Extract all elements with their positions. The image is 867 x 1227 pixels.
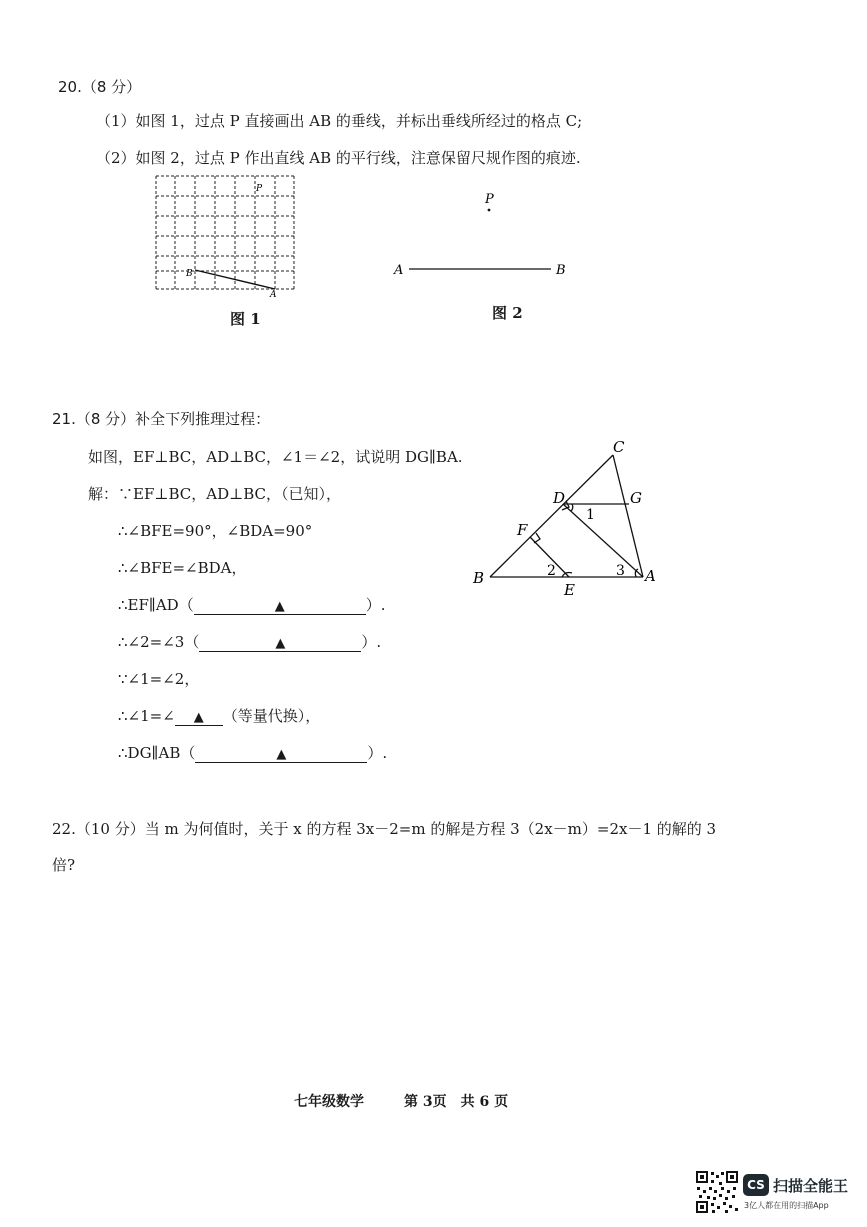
q21-step-5 [118, 631, 381, 652]
blank-4[interactable]: ▲ [195, 747, 367, 763]
fig1-caption: 图 1 [230, 310, 261, 328]
q21-step-5-text: ∴∠2=∠3（ [118, 633, 200, 651]
angle-2-label: 2 [547, 563, 556, 579]
fig2-label-p: P [485, 192, 494, 207]
q21-step-4-text: ∴EF∥AD（ [118, 596, 194, 614]
blank-3[interactable]: ▲ [175, 710, 223, 726]
q21-step-7 [118, 705, 320, 726]
angle-3-label: 3 [616, 563, 625, 579]
q20-part1: （1）如图 1，过点 P 直接画出 AB 的垂线，并标出垂线所经过的格点 C; [96, 112, 583, 130]
fig1-label-p: P [256, 184, 263, 194]
q22-line-1: 22.（10 分）当 m 为何值时，关于 x 的方程 3x－2=m 的解是方程 3（2x－m）=2x－1 的解的 3 [52, 820, 717, 838]
q21-triangle-figure [465, 435, 675, 605]
fig2-caption: 图 2 [492, 304, 523, 322]
q21-step-1: 解：∵EF⊥BC，AD⊥BC，（已知）， [88, 485, 341, 503]
scanner-brand-name: 扫描全能王 [773, 1177, 849, 1195]
label-c: C [613, 438, 625, 456]
q22-line-2: 倍? [52, 856, 76, 874]
label-b: B [473, 569, 485, 587]
q20-part2: （2）如图 2，过点 P 作出直线 AB 的平行线，注意保留尺规作图的痕迹. [96, 149, 581, 167]
q20-header: 20.（8 分） [58, 78, 142, 96]
q21-step-4 [118, 594, 385, 615]
figure-2 [385, 185, 575, 285]
q21-step-8-text: ∴DG∥AB（ [118, 744, 196, 762]
figure-1-grid [150, 170, 300, 300]
fig2-label-b: B [556, 263, 566, 278]
fig2-label-a: A [394, 263, 404, 278]
q21-given: 如图，EF⊥BC，AD⊥BC，∠1＝∠2，试说明 DG∥BA. [88, 448, 463, 466]
q21-step-7-text: ∴∠1=∠ [118, 707, 175, 725]
scanner-tagline: 3亿人都在用的扫描App [744, 1201, 829, 1210]
blank-1[interactable]: ▲ [194, 599, 366, 615]
angle-1-label: 1 [586, 507, 595, 523]
qr-code-icon [695, 1170, 739, 1214]
footer-page: 第 3页 共 6 页 [404, 1094, 509, 1110]
scanner-logo-icon: CS [743, 1174, 769, 1196]
label-f: F [517, 521, 528, 539]
label-e: E [564, 581, 575, 599]
label-d: D [553, 489, 566, 507]
fig1-label-a: A [270, 290, 277, 300]
q21-step-8 [118, 742, 387, 763]
blank-2[interactable]: ▲ [199, 636, 361, 652]
footer-subject: 七年级数学 [294, 1094, 364, 1110]
label-g: G [630, 489, 642, 507]
q21-header: 21.（8 分）补全下列推理过程： [52, 410, 271, 428]
q21-step-6: ∵∠1=∠2， [118, 670, 200, 688]
point-p [488, 209, 491, 212]
fig1-label-b: B [186, 269, 193, 279]
q21-step-7-note: （等量代换）， [222, 707, 321, 725]
q21-step-4-close: ）. [365, 596, 386, 614]
q21-step-8-close: ）. [367, 744, 388, 762]
q21-step-3: ∴∠BFE=∠BDA， [118, 559, 247, 577]
q21-step-2: ∴∠BFE=90°，∠BDA=90° [118, 522, 313, 540]
label-a: A [645, 567, 656, 585]
q21-step-5-close: ）. [361, 633, 382, 651]
